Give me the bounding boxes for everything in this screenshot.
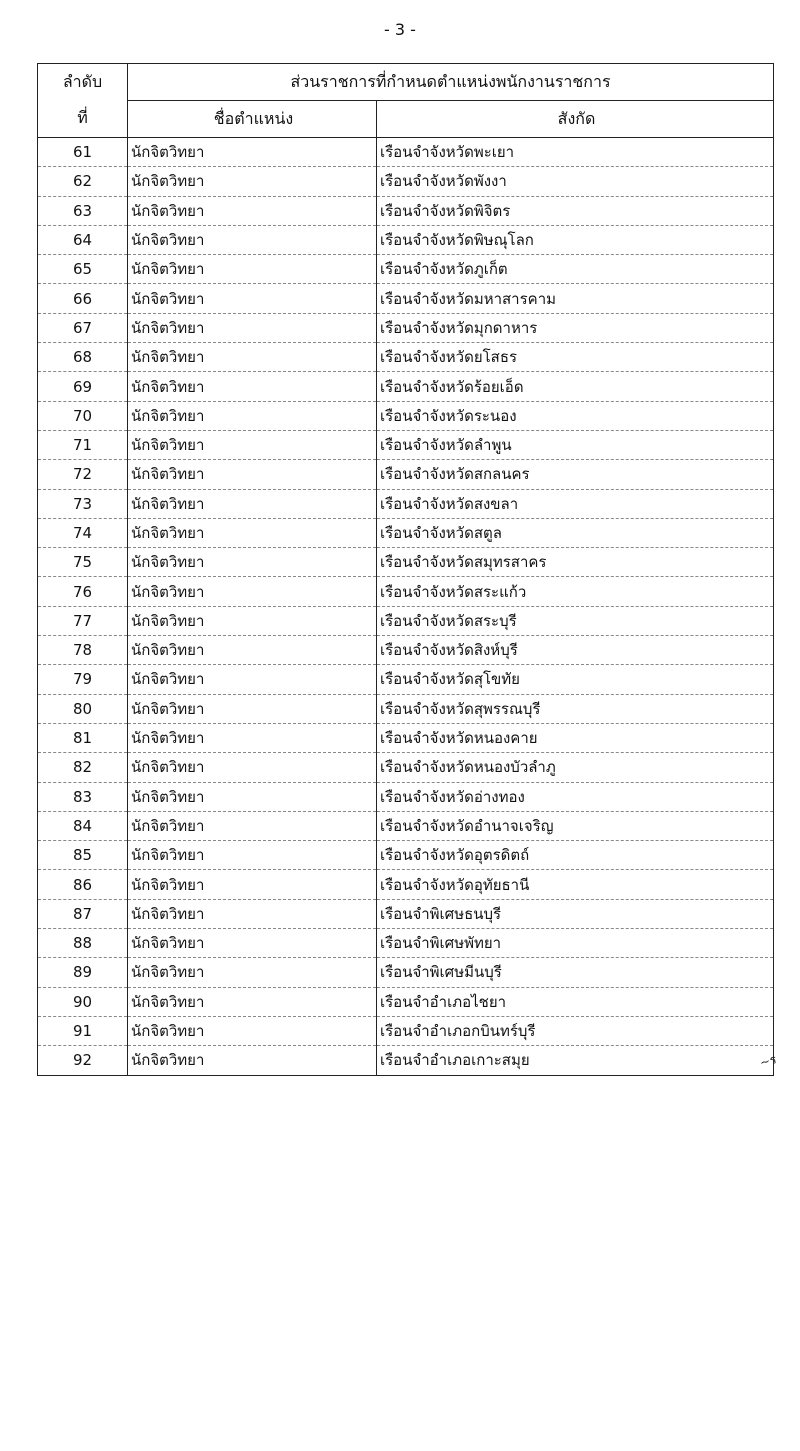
table-row (38, 372, 774, 401)
affiliation-cell: เรือนจำพิเศษมีนบุรี (377, 958, 774, 987)
affiliation-cell: เรือนจำจังหวัดสระแก้ว (377, 577, 774, 606)
table-row (38, 899, 774, 928)
position-cell: นักจิตวิทยา (128, 372, 377, 401)
row-number: 90 (38, 987, 128, 1016)
position-cell: นักจิตวิทยา (128, 606, 377, 635)
position-cell: นักจิตวิทยา (128, 782, 377, 811)
position-cell: นักจิตวิทยา (128, 841, 377, 870)
position-cell: นักจิตวิทยา (128, 196, 377, 225)
table-row (38, 196, 774, 225)
table-row (38, 284, 774, 313)
row-number: 86 (38, 870, 128, 899)
position-cell: นักจิตวิทยา (128, 929, 377, 958)
row-number: 80 (38, 694, 128, 723)
position-cell: นักจิตวิทยา (128, 548, 377, 577)
table-row (38, 255, 774, 284)
row-number: 71 (38, 430, 128, 459)
row-number: 78 (38, 636, 128, 665)
row-number: 82 (38, 753, 128, 782)
position-cell: นักจิตวิทยา (128, 577, 377, 606)
row-number: 75 (38, 548, 128, 577)
position-cell: นักจิตวิทยา (128, 225, 377, 254)
row-number: 62 (38, 167, 128, 196)
affiliation-cell: เรือนจำจังหวัดยโสธร (377, 343, 774, 372)
table-row (38, 1046, 774, 1075)
table-row (38, 167, 774, 196)
row-number: 92 (38, 1046, 128, 1075)
positions-table (37, 63, 774, 1076)
table-row (38, 811, 774, 840)
position-cell: นักจิตวิทยา (128, 343, 377, 372)
position-cell: นักจิตวิทยา (128, 636, 377, 665)
affiliation-cell: เรือนจำจังหวัดระนอง (377, 401, 774, 430)
row-number: 69 (38, 372, 128, 401)
position-cell: นักจิตวิทยา (128, 489, 377, 518)
position-cell: นักจิตวิทยา (128, 284, 377, 313)
table-row (38, 1016, 774, 1045)
affiliation-cell: เรือนจำจังหวัดสตูล (377, 518, 774, 547)
table-row (38, 636, 774, 665)
table-row (38, 577, 774, 606)
position-header: ชื่อตำแหน่ง (128, 101, 377, 138)
header-row-2 (38, 101, 774, 138)
table-row (38, 430, 774, 459)
affiliation-cell: เรือนจำจังหวัดสกลนคร (377, 460, 774, 489)
table-row (38, 548, 774, 577)
affiliation-cell: เรือนจำพิเศษธนบุรี (377, 899, 774, 928)
position-cell: นักจิตวิทยา (128, 665, 377, 694)
row-number: 89 (38, 958, 128, 987)
affiliation-cell: เรือนจำจังหวัดอุตรดิตถ์ (377, 841, 774, 870)
table-row (38, 929, 774, 958)
table-row (38, 606, 774, 635)
affiliation-cell: เรือนจำจังหวัดสุพรรณบุรี (377, 694, 774, 723)
row-number: 81 (38, 723, 128, 752)
table-row (38, 225, 774, 254)
affiliation-cell: เรือนจำจังหวัดหนองบัวลำภู (377, 753, 774, 782)
affiliation-cell: เรือนจำจังหวัดมุกดาหาร (377, 313, 774, 342)
row-number: 79 (38, 665, 128, 694)
table-row (38, 138, 774, 167)
affiliation-cell: เรือนจำจังหวัดมหาสารคาม (377, 284, 774, 313)
position-cell: นักจิตวิทยา (128, 1016, 377, 1045)
row-number: 76 (38, 577, 128, 606)
position-cell: นักจิตวิทยา (128, 518, 377, 547)
affiliation-header: สังกัด (377, 101, 774, 138)
affiliation-cell: เรือนจำจังหวัดพังงา (377, 167, 774, 196)
position-cell: นักจิตวิทยา (128, 430, 377, 459)
row-number: 63 (38, 196, 128, 225)
table-row (38, 958, 774, 987)
row-number: 66 (38, 284, 128, 313)
row-number: 85 (38, 841, 128, 870)
row-number: 61 (38, 138, 128, 167)
table-body (38, 138, 774, 1076)
row-number: 68 (38, 343, 128, 372)
table-row (38, 401, 774, 430)
position-cell: นักจิตวิทยา (128, 167, 377, 196)
row-number: 74 (38, 518, 128, 547)
affiliation-cell: เรือนจำจังหวัดลำพูน (377, 430, 774, 459)
position-cell: นักจิตวิทยา (128, 811, 377, 840)
page-number: - 3 - (384, 20, 416, 39)
table-row (38, 782, 774, 811)
affiliation-cell: เรือนจำจังหวัดพิษณุโลก (377, 225, 774, 254)
row-number: 91 (38, 1016, 128, 1045)
affiliation-cell: เรือนจำพิเศษพัทยา (377, 929, 774, 958)
table-row (38, 753, 774, 782)
row-number: 88 (38, 929, 128, 958)
affiliation-cell: เรือนจำจังหวัดสงขลา (377, 489, 774, 518)
position-cell: นักจิตวิทยา (128, 1046, 377, 1075)
affiliation-cell: เรือนจำจังหวัดอำนาจเจริญ (377, 811, 774, 840)
position-cell: นักจิตวิทยา (128, 138, 377, 167)
row-number: 64 (38, 225, 128, 254)
table-row (38, 870, 774, 899)
table-row (38, 694, 774, 723)
affiliation-cell: เรือนจำจังหวัดร้อยเอ็ด (377, 372, 774, 401)
table-row (38, 665, 774, 694)
position-cell: นักจิตวิทยา (128, 255, 377, 284)
position-cell: นักจิตวิทยา (128, 870, 377, 899)
affiliation-cell: เรือนจำจังหวัดสมุทรสาคร (377, 548, 774, 577)
seq-header-2: ที่ (38, 101, 128, 138)
table-row (38, 841, 774, 870)
table-row (38, 343, 774, 372)
table-row (38, 313, 774, 342)
row-number: 70 (38, 401, 128, 430)
row-number: 87 (38, 899, 128, 928)
position-cell: นักจิตวิทยา (128, 987, 377, 1016)
table-row (38, 987, 774, 1016)
position-cell: นักจิตวิทยา (128, 958, 377, 987)
row-number: 77 (38, 606, 128, 635)
table-row (38, 518, 774, 547)
affiliation-cell: เรือนจำจังหวัดสระบุรี (377, 606, 774, 635)
row-number: 67 (38, 313, 128, 342)
position-cell: นักจิตวิทยา (128, 753, 377, 782)
position-cell: นักจิตวิทยา (128, 313, 377, 342)
affiliation-cell: เรือนจำอำเภอเกาะสมุย (377, 1046, 774, 1075)
row-number: 83 (38, 782, 128, 811)
affiliation-cell: เรือนจำจังหวัดสุโขทัย (377, 665, 774, 694)
affiliation-cell: เรือนจำจังหวัดพะเยา (377, 138, 774, 167)
header-row-1 (38, 64, 774, 101)
affiliation-cell: เรือนจำจังหวัดพิจิตร (377, 196, 774, 225)
row-number: 73 (38, 489, 128, 518)
affiliation-cell: เรือนจำจังหวัดหนองคาย (377, 723, 774, 752)
affiliation-cell: เรือนจำจังหวัดอุทัยธานี (377, 870, 774, 899)
affiliation-cell: เรือนจำอำเภอกบินทร์บุรี (377, 1016, 774, 1045)
position-cell: นักจิตวิทยา (128, 694, 377, 723)
handwritten-initials: ~ร (758, 1052, 778, 1070)
row-number: 72 (38, 460, 128, 489)
position-cell: นักจิตวิทยา (128, 401, 377, 430)
table-row (38, 460, 774, 489)
table-row (38, 489, 774, 518)
position-cell: นักจิตวิทยา (128, 899, 377, 928)
row-number: 84 (38, 811, 128, 840)
affiliation-cell: เรือนจำจังหวัดอ่างทอง (377, 782, 774, 811)
position-cell: นักจิตวิทยา (128, 460, 377, 489)
affiliation-cell: เรือนจำจังหวัดภูเก็ต (377, 255, 774, 284)
affiliation-cell: เรือนจำจังหวัดสิงห์บุรี (377, 636, 774, 665)
table-row (38, 723, 774, 752)
seq-header-1: ลำดับ (38, 64, 128, 101)
position-cell: นักจิตวิทยา (128, 723, 377, 752)
row-number: 65 (38, 255, 128, 284)
affiliation-cell: เรือนจำอำเภอไชยา (377, 987, 774, 1016)
group-header: ส่วนราชการที่กำหนดตำแหน่งพนักงานราชการ (128, 64, 774, 101)
